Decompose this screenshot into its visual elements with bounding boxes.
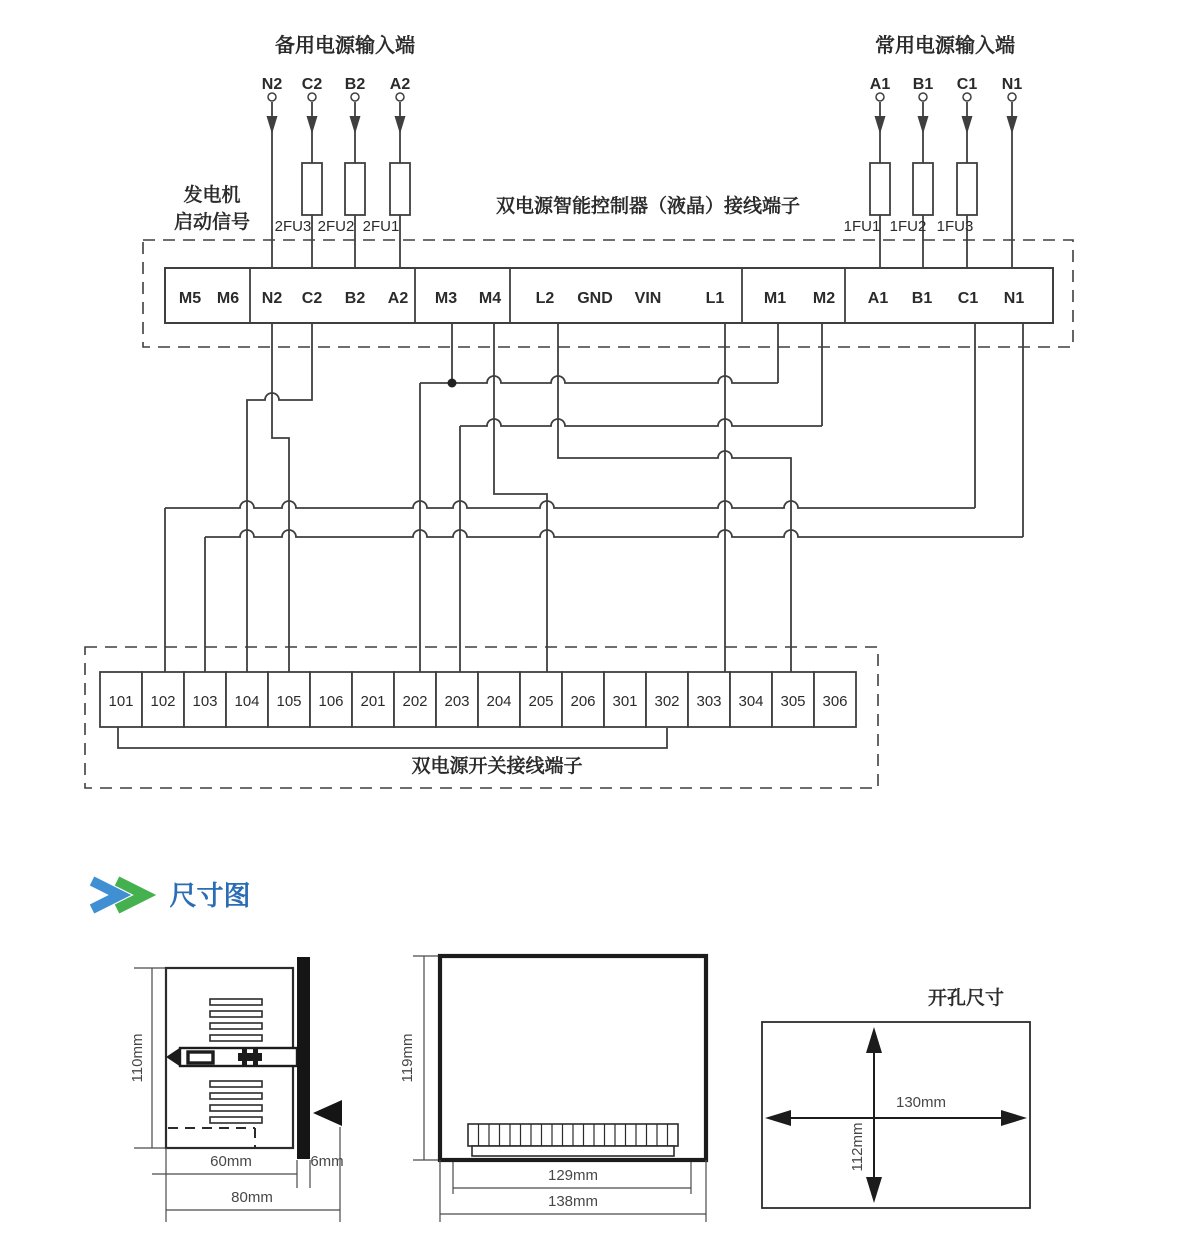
controller-terminal-label: N1 [1003, 290, 1025, 307]
switch-terminal-number: 201 [360, 693, 386, 710]
controller-terminal-label: M4 [478, 290, 502, 307]
vent-slot [210, 1093, 262, 1099]
fuse-symbol [390, 163, 410, 215]
controller-title: 双电源智能控制器（液晶）接线端子 [495, 196, 801, 217]
vent-slot [210, 999, 262, 1005]
controller-terminal-label: GND [577, 290, 613, 307]
cutout-title: 开孔尺寸 [927, 988, 1005, 1009]
side-height-dim: 110mm [129, 1033, 146, 1083]
normal-input-title: 常用电源输入端 [875, 35, 1015, 57]
under-bracket-wire [118, 727, 667, 748]
switch-terminal-number: 102 [150, 693, 176, 710]
normal-pin-label: A1 [869, 76, 891, 93]
vent-slot [210, 1035, 262, 1041]
fuse-label: 2FU3 [274, 218, 312, 235]
fuse-label: 1FU1 [843, 218, 881, 235]
cutout-width-dim: 130mm [895, 1094, 947, 1111]
fuse-label: 2FU1 [362, 218, 400, 235]
back-outer-width-dim: 138mm [547, 1193, 599, 1210]
switch-terminal-number: 104 [234, 693, 260, 710]
dimension-cutout [762, 986, 1030, 1208]
dimension-back-view [399, 956, 706, 1222]
fuse-symbol [302, 163, 322, 215]
controller-terminal-label: M2 [812, 290, 836, 307]
vent-slot [210, 1011, 262, 1017]
junction-dot [448, 379, 457, 388]
panel-plate [297, 957, 310, 1159]
arrow-down-icon [918, 116, 929, 134]
fuse-label: 2FU2 [317, 218, 355, 235]
backup-pin-label: C2 [301, 76, 323, 93]
backup-pin-label: B2 [344, 76, 366, 93]
arrow-down-icon [350, 116, 361, 134]
side-panel-dim: 6mm [310, 1153, 344, 1170]
fuse-label: 1FU3 [936, 218, 974, 235]
controller-terminal-label: B1 [911, 290, 933, 307]
switch-terminal-number: 202 [402, 693, 428, 710]
section-title: 尺寸图 [169, 881, 251, 911]
vent-slot [210, 1081, 262, 1087]
switch-terminal-number: 305 [780, 693, 806, 710]
switch-terminal-number: 203 [444, 693, 470, 710]
backup-pin-label: A2 [389, 76, 411, 93]
normal-pin-label: B1 [912, 76, 934, 93]
controller-terminal-label: L2 [535, 290, 555, 307]
dimension-side-view [129, 957, 344, 1222]
controller-terminal-label: M3 [434, 290, 458, 307]
controller-terminal-label: B2 [344, 290, 366, 307]
switch-terminal-number: 103 [192, 693, 218, 710]
arrow-down-icon [267, 116, 278, 134]
vent-slot [210, 1023, 262, 1029]
switch-terminal-number: 302 [654, 693, 680, 710]
switch-terminal-number: 205 [528, 693, 554, 710]
vent-slot [210, 1117, 262, 1123]
back-inner-width-dim: 129mm [547, 1167, 599, 1184]
controller-terminal-label: L1 [705, 290, 725, 307]
dimensions-section [92, 881, 1030, 1222]
switch-block-label: 双电源开关接线端子 [411, 756, 583, 777]
mounting-clip-icon [313, 1100, 342, 1126]
fuse-symbol [870, 163, 890, 215]
fuse-symbol [957, 163, 977, 215]
controller-terminal-strip [165, 268, 1053, 323]
wiring-diagram [85, 33, 1073, 788]
side-total-dim: 80mm [231, 1189, 273, 1206]
normal-pin-label: C1 [956, 76, 978, 93]
cutout-height-dim: 112mm [849, 1122, 866, 1172]
switch-terminal-number: 303 [696, 693, 722, 710]
controller-terminal-label: M6 [216, 290, 240, 307]
switch-terminal-number: 106 [318, 693, 344, 710]
vent-slot [210, 1105, 262, 1111]
controller-terminal-label: M5 [178, 290, 202, 307]
arrow-down-icon [962, 116, 973, 134]
backup-input-wires [267, 93, 411, 268]
switch-terminal-number: 304 [738, 693, 764, 710]
switch-terminal-number: 105 [276, 693, 302, 710]
side-depth-dim: 60mm [210, 1153, 252, 1170]
switch-terminal-number: 206 [570, 693, 596, 710]
switch-terminal-number: 306 [822, 693, 848, 710]
controller-terminal-label: C1 [957, 290, 979, 307]
controller-terminal-label: A1 [867, 290, 889, 307]
arrow-down-icon [1007, 116, 1018, 134]
fuse-symbol [345, 163, 365, 215]
section-header [92, 881, 251, 911]
switch-terminal-number: 301 [612, 693, 638, 710]
generator-signal-line2: 启动信号 [173, 212, 251, 233]
controller-terminal-label: VIN [634, 290, 662, 307]
switch-terminal-number: 204 [486, 693, 512, 710]
normal-pin-label: N1 [1001, 76, 1023, 93]
controller-terminal-label: M1 [763, 290, 787, 307]
switch-terminal-strip [100, 672, 856, 748]
controller-terminal-label: A2 [387, 290, 409, 307]
generator-signal-line1: 发电机 [183, 185, 241, 206]
fuse-symbol [913, 163, 933, 215]
back-height-dim: 119mm [399, 1033, 416, 1083]
switch-terminal-number: 101 [108, 693, 134, 710]
fuse-label: 1FU2 [889, 218, 927, 235]
arrow-down-icon [875, 116, 886, 134]
backup-input-title: 备用电源输入端 [275, 35, 415, 57]
arrow-down-icon [307, 116, 318, 134]
normal-input-wires [870, 93, 1018, 268]
arrow-down-icon [395, 116, 406, 134]
controller-terminal-label: N2 [261, 290, 283, 307]
controller-terminal-label: C2 [301, 290, 323, 307]
backup-pin-label: N2 [261, 76, 283, 93]
interconnect-wires [165, 323, 1023, 673]
